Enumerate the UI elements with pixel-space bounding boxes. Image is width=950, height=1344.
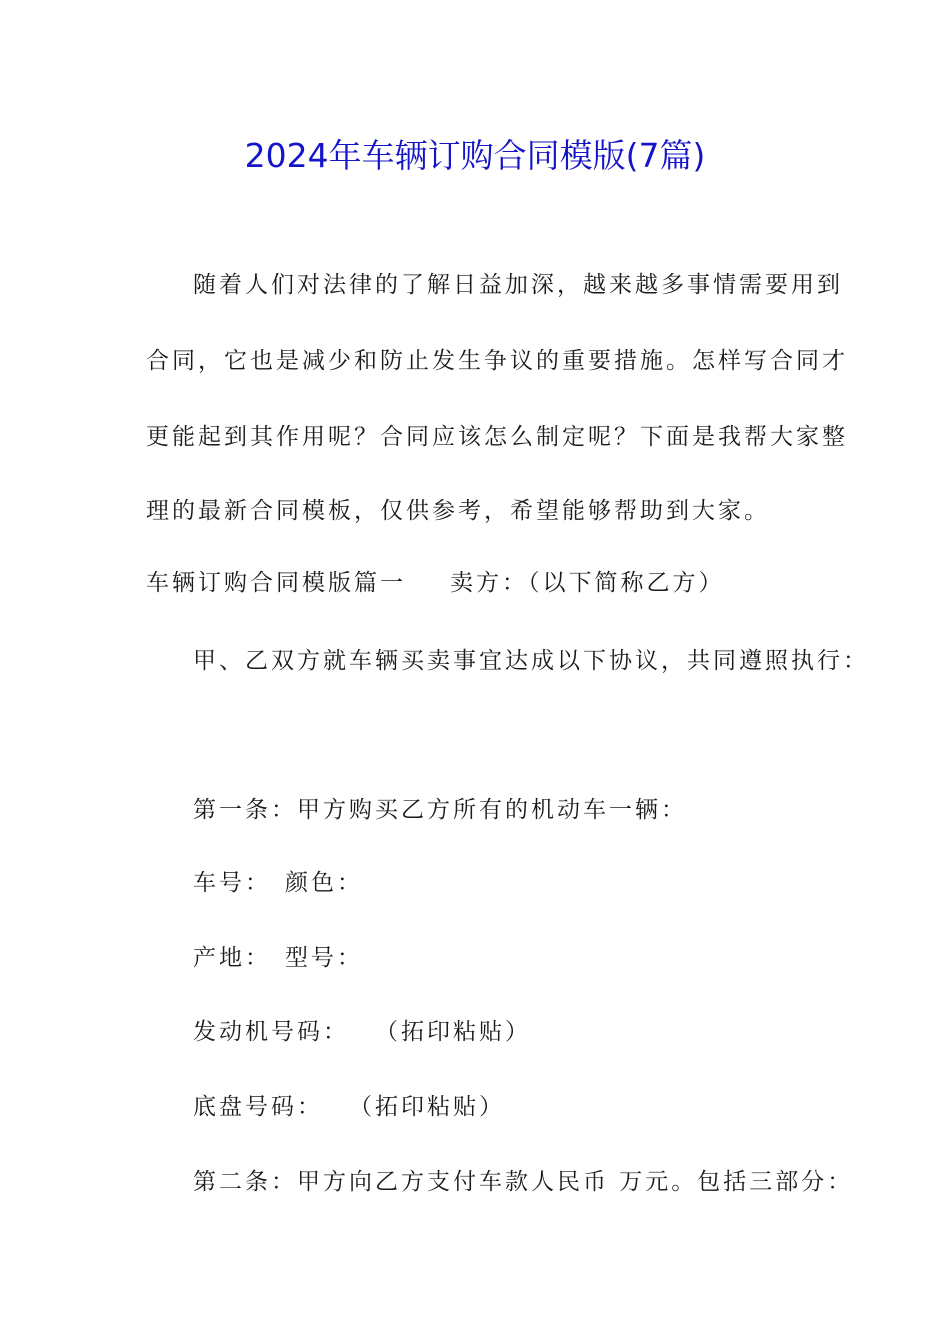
intro-line-1: 随着人们对法律的了解日益加深，越来越多事情需要用到 [193, 272, 843, 298]
chassis-number-line [193, 1092, 505, 1122]
article-1: 第一条：甲方购买乙方所有的机动车一辆： [193, 797, 687, 823]
origin-label: 产地： [193, 945, 271, 971]
engine-number-label: 发动机号码： [193, 1019, 349, 1045]
model-label: 型号： [285, 945, 363, 971]
document-title: 2024年车辆订购合同模版(7篇) [244, 136, 706, 175]
agreement-paragraph: 甲、乙双方就车辆买卖事宜达成以下协议，共同遵照执行： [193, 648, 869, 674]
origin-line [193, 943, 363, 973]
car-number-label: 车号： [193, 870, 271, 896]
intro-line-3: 更能起到其作用呢？合同应该怎么制定呢？下面是我帮大家整 [146, 424, 848, 450]
seller-line: 卖方：（以下简称乙方） [450, 570, 725, 596]
color-label: 颜色： [285, 870, 363, 896]
section-heading: 车辆订购合同模版篇一 [146, 570, 406, 596]
intro-line-2: 合同，它也是减少和防止发生争议的重要措施。怎样写合同才 [146, 348, 848, 374]
car-number-line [193, 868, 363, 898]
intro-line-4: 理的最新合同模板，仅供参考，希望能够帮助到大家。 [146, 498, 770, 524]
section-line [146, 568, 725, 598]
chassis-number-label: 底盘号码： [193, 1094, 323, 1120]
engine-number-note: （拓印粘贴） [375, 1019, 531, 1045]
engine-number-line [193, 1017, 531, 1047]
article-2: 第二条：甲方向乙方支付车款人民币 万元。包括三部分： [193, 1169, 854, 1195]
chassis-number-note: （拓印粘贴） [349, 1094, 505, 1120]
